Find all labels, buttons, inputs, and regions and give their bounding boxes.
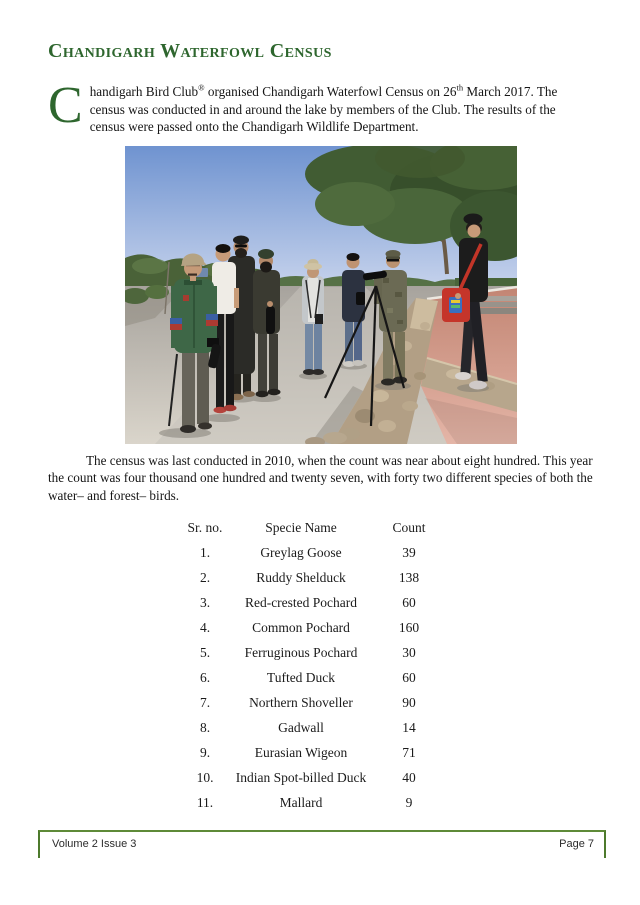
table-row (48, 741, 594, 766)
footer-volume-issue: Volume 2 Issue 3 (52, 838, 137, 850)
sr-no: 6. (199, 670, 211, 685)
table-row (48, 666, 594, 691)
sr-no: 11. (196, 795, 214, 810)
sr-no: 10. (196, 770, 214, 785)
table-row (48, 566, 594, 591)
page-title: Chandigarh Waterfowl Census (48, 40, 332, 62)
count-value: 160 (398, 620, 420, 635)
specie-name: Ruddy Shelduck (256, 570, 346, 585)
intro-text-2: organised Chandigarh Waterfowl Census on 26 (204, 84, 457, 99)
intro-paragraph (48, 77, 594, 136)
specie-name: Gadwall (278, 720, 324, 735)
header-sr-no: Sr. no. (187, 520, 223, 535)
drop-cap: C (48, 77, 83, 134)
table-row (48, 616, 594, 641)
count-value: 60 (402, 595, 416, 610)
sr-no: 8. (199, 720, 211, 735)
registered-mark: ® (198, 82, 205, 93)
table-body (48, 541, 594, 816)
count-value: 138 (398, 570, 420, 585)
specie-name: Mallard (279, 795, 323, 810)
sr-no: 4. (199, 620, 211, 635)
table-header-row (48, 516, 594, 541)
count-value: 90 (402, 695, 416, 710)
census-photo (125, 146, 517, 444)
sr-no: 7. (199, 695, 211, 710)
specie-name: Greylag Goose (260, 545, 342, 560)
table-row (48, 716, 594, 741)
ordinal-suffix: th (456, 82, 464, 93)
table-row (48, 641, 594, 666)
census-summary-paragraph: The census was last conducted in 2010, when the count was near about eight hundred. This year the count was four thousand one hundred and twenty seven, with forty two different species of both the water– and forest– birds. (48, 452, 593, 503)
sr-no: 2. (199, 570, 211, 585)
table-row (48, 591, 594, 616)
count-value: 14 (402, 720, 416, 735)
specie-name: Common Pochard (252, 620, 350, 635)
header-specie-name: Specie Name (265, 520, 337, 535)
count-value: 30 (402, 645, 416, 660)
specie-name: Red-crested Pochard (244, 595, 358, 610)
sr-no: 3. (199, 595, 211, 610)
specie-name: Indian Spot-billed Duck (235, 770, 367, 785)
census-photo-illustration (125, 146, 517, 444)
species-table (48, 516, 594, 816)
table-row (48, 766, 594, 791)
sr-no: 9. (199, 745, 211, 760)
specie-name: Eurasian Wigeon (254, 745, 348, 760)
page-footer (38, 830, 606, 858)
person-woman-hat (302, 259, 324, 375)
intro-text-3: March 2017. The census was conducted in and around the lake by members of the Club. The results of the census were passed onto the Chandigarh Wildlife Department. (89, 84, 558, 134)
table-row (48, 691, 594, 716)
sr-no: 5. (199, 645, 211, 660)
table-row (48, 541, 594, 566)
specie-name: Northern Shoveller (249, 695, 353, 710)
count-value: 71 (402, 745, 416, 760)
count-value: 39 (402, 545, 416, 560)
specie-name: Tufted Duck (266, 670, 336, 685)
header-count: Count (392, 520, 426, 535)
table-row (48, 791, 594, 816)
intro-text-1: handigarh Bird Club (89, 84, 199, 99)
count-value: 60 (402, 670, 416, 685)
count-value: 9 (405, 795, 413, 810)
count-value: 40 (402, 770, 416, 785)
specie-name: Ferruginous Pochard (244, 645, 358, 660)
footer-page-number: Page 7 (559, 838, 594, 850)
sr-no: 1. (199, 545, 211, 560)
